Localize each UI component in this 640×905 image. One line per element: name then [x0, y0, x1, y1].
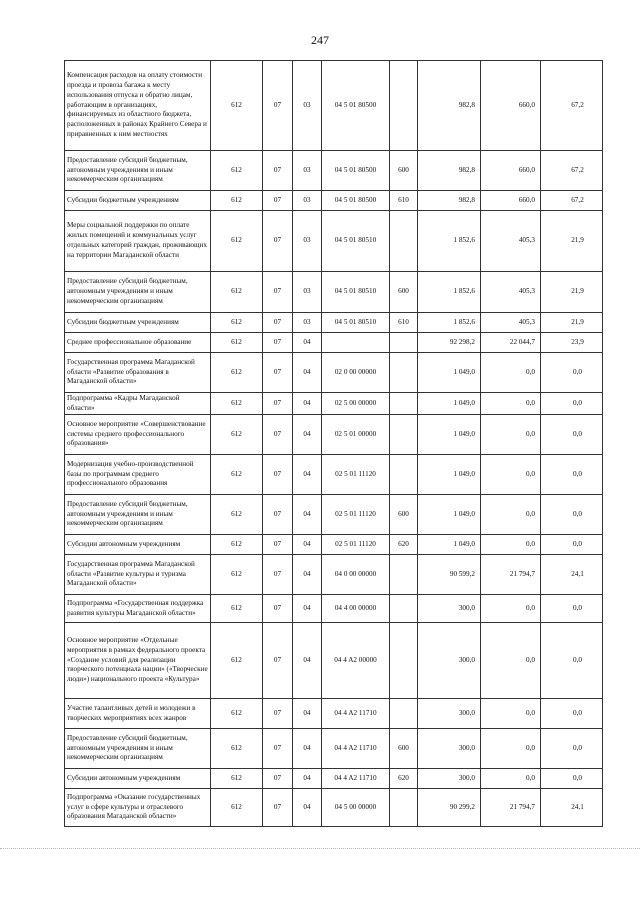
row-section-cell: 07	[263, 595, 293, 623]
row-subsection-cell: 03	[293, 61, 322, 151]
row-expense-type-cell	[390, 353, 418, 393]
table-row	[65, 729, 603, 769]
row-percent-cell: 0,0	[541, 455, 603, 495]
row-section-cell: 07	[263, 535, 293, 555]
row-ved-cell: 612	[211, 353, 263, 393]
row-plan-cell: 300,0	[418, 729, 481, 769]
row-actual-cell: 660,0	[481, 61, 541, 151]
row-expense-type-cell	[390, 595, 418, 623]
row-target-article-cell	[322, 333, 390, 353]
row-actual-cell: 0,0	[481, 393, 541, 415]
row-plan-cell: 300,0	[418, 699, 481, 729]
row-plan-cell: 1 852,6	[418, 211, 481, 272]
row-section-cell: 07	[263, 455, 293, 495]
row-target-article-cell: 04 5 01 80510	[322, 211, 390, 272]
row-name-cell: Компенсация расходов на оплату стоимости проезда и провоза багажа к месту использования отпуска и обратно лицам, работающим в организациях, финансируемых из областного бюджета, расположенных в районах Крайнего Севера и приравненных к ним местностях	[65, 61, 211, 151]
row-actual-cell: 0,0	[481, 495, 541, 535]
row-name-cell: Основное мероприятие «Отдельные мероприятия в рамках федерального проекта «Создание условий для реализации творческого потенциала нации» («Творческие люди») национального проекта «Культура»	[65, 623, 211, 699]
row-target-article-cell: 02 5 01 11120	[322, 535, 390, 555]
row-ved-cell: 612	[211, 789, 263, 827]
row-plan-cell: 982,8	[418, 61, 481, 151]
row-section-cell: 07	[263, 191, 293, 211]
row-percent-cell: 24,1	[541, 789, 603, 827]
row-subsection-cell: 04	[293, 415, 322, 455]
row-section-cell: 07	[263, 61, 293, 151]
row-name-cell: Меры социальной поддержки по оплате жилых помещений и коммунальных услуг отдельных категорий граждан, проживающих на территории Магаданской области	[65, 211, 211, 272]
row-plan-cell: 300,0	[418, 595, 481, 623]
row-subsection-cell: 04	[293, 789, 322, 827]
table-row	[65, 333, 603, 353]
row-ved-cell: 612	[211, 415, 263, 455]
table-row	[65, 151, 603, 191]
row-target-article-cell: 02 5 01 11120	[322, 455, 390, 495]
row-ved-cell: 612	[211, 555, 263, 595]
row-ved-cell: 612	[211, 333, 263, 353]
table-row	[65, 555, 603, 595]
row-target-article-cell: 04 4 A2 00000	[322, 623, 390, 699]
row-expense-type-cell: 600	[390, 272, 418, 313]
row-target-article-cell: 04 4 A2 11710	[322, 699, 390, 729]
row-expense-type-cell	[390, 555, 418, 595]
row-name-cell: Предоставление субсидий бюджетным, автономным учреждениям и иным некоммерческим организациям	[65, 495, 211, 535]
row-expense-type-cell: 620	[390, 535, 418, 555]
row-section-cell: 07	[263, 393, 293, 415]
table-row	[65, 211, 603, 272]
row-expense-type-cell	[390, 415, 418, 455]
row-target-article-cell: 02 5 00 00000	[322, 393, 390, 415]
row-subsection-cell: 04	[293, 699, 322, 729]
row-name-cell: Субсидии бюджетным учреждениям	[65, 313, 211, 333]
row-percent-cell: 0,0	[541, 535, 603, 555]
row-expense-type-cell	[390, 699, 418, 729]
row-plan-cell: 1 049,0	[418, 535, 481, 555]
row-percent-cell: 0,0	[541, 729, 603, 769]
row-actual-cell: 660,0	[481, 191, 541, 211]
row-name-cell: Основное мероприятие «Совершенствование системы среднего профессионального образования»	[65, 415, 211, 455]
row-plan-cell: 300,0	[418, 623, 481, 699]
row-subsection-cell: 04	[293, 495, 322, 535]
row-ved-cell: 612	[211, 313, 263, 333]
row-plan-cell: 1 049,0	[418, 415, 481, 455]
row-target-article-cell: 04 0 00 00000	[322, 555, 390, 595]
row-actual-cell: 0,0	[481, 769, 541, 789]
row-expense-type-cell: 610	[390, 191, 418, 211]
row-ved-cell: 612	[211, 729, 263, 769]
row-percent-cell: 0,0	[541, 393, 603, 415]
row-actual-cell: 0,0	[481, 455, 541, 495]
row-section-cell: 07	[263, 333, 293, 353]
row-target-article-cell: 04 5 01 80500	[322, 61, 390, 151]
row-percent-cell: 24,1	[541, 555, 603, 595]
row-plan-cell: 982,8	[418, 191, 481, 211]
row-subsection-cell: 03	[293, 211, 322, 272]
row-percent-cell: 0,0	[541, 595, 603, 623]
row-subsection-cell: 04	[293, 769, 322, 789]
row-ved-cell: 612	[211, 211, 263, 272]
row-name-cell: Субсидии бюджетным учреждениям	[65, 191, 211, 211]
row-percent-cell: 0,0	[541, 495, 603, 535]
row-percent-cell: 67,2	[541, 191, 603, 211]
row-actual-cell: 21 794,7	[481, 789, 541, 827]
row-actual-cell: 0,0	[481, 699, 541, 729]
row-name-cell: Подпрограмма «Государственная поддержка развития культуры Магаданской области»	[65, 595, 211, 623]
row-percent-cell: 67,2	[541, 151, 603, 191]
table-row	[65, 595, 603, 623]
row-ved-cell: 612	[211, 535, 263, 555]
row-expense-type-cell	[390, 211, 418, 272]
row-ved-cell: 612	[211, 151, 263, 191]
row-subsection-cell: 04	[293, 393, 322, 415]
row-actual-cell: 0,0	[481, 623, 541, 699]
table-row	[65, 699, 603, 729]
row-section-cell: 07	[263, 769, 293, 789]
row-percent-cell: 0,0	[541, 769, 603, 789]
row-actual-cell: 21 794,7	[481, 555, 541, 595]
row-subsection-cell: 04	[293, 535, 322, 555]
row-actual-cell: 0,0	[481, 415, 541, 455]
row-target-article-cell: 04 4 A2 11710	[322, 729, 390, 769]
row-subsection-cell: 03	[293, 272, 322, 313]
row-target-article-cell: 04 5 00 00000	[322, 789, 390, 827]
table-row	[65, 313, 603, 333]
row-expense-type-cell	[390, 623, 418, 699]
row-plan-cell: 92 298,2	[418, 333, 481, 353]
row-target-article-cell: 04 5 01 80510	[322, 313, 390, 333]
row-percent-cell: 0,0	[541, 623, 603, 699]
row-plan-cell: 1 049,0	[418, 353, 481, 393]
row-expense-type-cell: 600	[390, 151, 418, 191]
row-plan-cell: 90 599,2	[418, 555, 481, 595]
row-section-cell: 07	[263, 151, 293, 191]
row-target-article-cell: 04 4 A2 11710	[322, 769, 390, 789]
table-row	[65, 415, 603, 455]
table-row	[65, 789, 603, 827]
row-actual-cell: 0,0	[481, 595, 541, 623]
row-percent-cell: 67,2	[541, 61, 603, 151]
row-name-cell: Субсидии автономным учреждениям	[65, 535, 211, 555]
row-percent-cell: 21,9	[541, 211, 603, 272]
row-plan-cell: 1 049,0	[418, 455, 481, 495]
row-plan-cell: 1 852,6	[418, 313, 481, 333]
row-ved-cell: 612	[211, 623, 263, 699]
row-target-article-cell: 04 5 01 80500	[322, 191, 390, 211]
row-expense-type-cell: 620	[390, 769, 418, 789]
row-section-cell: 07	[263, 495, 293, 535]
row-name-cell: Подпрограмма «Кадры Магаданской области»	[65, 393, 211, 415]
row-percent-cell: 23,9	[541, 333, 603, 353]
table-row	[65, 455, 603, 495]
row-expense-type-cell	[390, 789, 418, 827]
table-row	[65, 769, 603, 789]
row-actual-cell: 405,3	[481, 211, 541, 272]
row-target-article-cell: 02 0 00 00000	[322, 353, 390, 393]
row-plan-cell: 1 852,6	[418, 272, 481, 313]
table-row	[65, 495, 603, 535]
row-section-cell: 07	[263, 313, 293, 333]
row-name-cell: Государственная программа Магаданской области «Развитие культуры и туризма Магаданской области»	[65, 555, 211, 595]
table-row	[65, 623, 603, 699]
row-target-article-cell: 04 5 01 80510	[322, 272, 390, 313]
row-target-article-cell: 04 5 01 80500	[322, 151, 390, 191]
row-plan-cell: 982,8	[418, 151, 481, 191]
row-actual-cell: 0,0	[481, 353, 541, 393]
row-actual-cell: 0,0	[481, 535, 541, 555]
scan-artifact-line	[0, 848, 640, 857]
row-expense-type-cell	[390, 61, 418, 151]
row-plan-cell: 300,0	[418, 769, 481, 789]
row-subsection-cell: 04	[293, 555, 322, 595]
row-percent-cell: 21,9	[541, 272, 603, 313]
row-name-cell: Подпрограмма «Оказание государственных услуг в сфере культуры и отраслевого образования Магаданской области»	[65, 789, 211, 827]
row-plan-cell: 1 049,0	[418, 393, 481, 415]
row-name-cell: Предоставление субсидий бюджетным, автономным учреждениям и иным некоммерческим организациям	[65, 729, 211, 769]
row-ved-cell: 612	[211, 272, 263, 313]
row-subsection-cell: 04	[293, 333, 322, 353]
row-ved-cell: 612	[211, 61, 263, 151]
row-name-cell: Предоставление субсидий бюджетным, автономным учреждениям и иным некоммерческим организациям	[65, 151, 211, 191]
row-actual-cell: 660,0	[481, 151, 541, 191]
row-ved-cell: 612	[211, 455, 263, 495]
row-expense-type-cell: 600	[390, 495, 418, 535]
row-subsection-cell: 04	[293, 595, 322, 623]
row-target-article-cell: 04 4 00 00000	[322, 595, 390, 623]
row-subsection-cell: 03	[293, 191, 322, 211]
row-subsection-cell: 03	[293, 151, 322, 191]
row-name-cell: Государственная программа Магаданской области «Развитие образования в Магаданской области»	[65, 353, 211, 393]
table-row	[65, 353, 603, 393]
row-section-cell: 07	[263, 623, 293, 699]
table-row	[65, 191, 603, 211]
row-section-cell: 07	[263, 789, 293, 827]
row-name-cell: Среднее профессиональное образование	[65, 333, 211, 353]
row-section-cell: 07	[263, 272, 293, 313]
row-subsection-cell: 03	[293, 313, 322, 333]
row-actual-cell: 0,0	[481, 729, 541, 769]
row-plan-cell: 90 299,2	[418, 789, 481, 827]
row-target-article-cell: 02 5 01 11120	[322, 495, 390, 535]
table-row	[65, 535, 603, 555]
row-target-article-cell: 02 5 01 00000	[322, 415, 390, 455]
row-percent-cell: 0,0	[541, 353, 603, 393]
row-subsection-cell: 04	[293, 353, 322, 393]
row-plan-cell: 1 049,0	[418, 495, 481, 535]
row-percent-cell: 0,0	[541, 415, 603, 455]
row-expense-type-cell: 600	[390, 729, 418, 769]
row-section-cell: 07	[263, 555, 293, 595]
row-subsection-cell: 04	[293, 623, 322, 699]
row-section-cell: 07	[263, 699, 293, 729]
row-actual-cell: 22 044,7	[481, 333, 541, 353]
row-section-cell: 07	[263, 415, 293, 455]
page-number: 247	[311, 33, 329, 47]
row-actual-cell: 405,3	[481, 313, 541, 333]
row-percent-cell: 21,9	[541, 313, 603, 333]
row-subsection-cell: 04	[293, 455, 322, 495]
budget-table-body	[65, 61, 603, 827]
row-section-cell: 07	[263, 729, 293, 769]
row-ved-cell: 612	[211, 191, 263, 211]
budget-table	[64, 60, 603, 827]
row-ved-cell: 612	[211, 699, 263, 729]
row-expense-type-cell	[390, 455, 418, 495]
row-actual-cell: 405,3	[481, 272, 541, 313]
table-row	[65, 393, 603, 415]
row-expense-type-cell: 610	[390, 313, 418, 333]
row-ved-cell: 612	[211, 595, 263, 623]
row-ved-cell: 612	[211, 495, 263, 535]
row-expense-type-cell	[390, 393, 418, 415]
row-name-cell: Предоставление субсидий бюджетным, автономным учреждениям и иным некоммерческим организациям	[65, 272, 211, 313]
row-subsection-cell: 04	[293, 729, 322, 769]
row-name-cell: Участие талантливых детей и молодежи в творческих мероприятиях всех жанров	[65, 699, 211, 729]
row-expense-type-cell	[390, 333, 418, 353]
table-row	[65, 61, 603, 151]
row-section-cell: 07	[263, 211, 293, 272]
row-ved-cell: 612	[211, 769, 263, 789]
row-ved-cell: 612	[211, 393, 263, 415]
table-row	[65, 272, 603, 313]
row-name-cell: Субсидии автономным учреждениям	[65, 769, 211, 789]
row-section-cell: 07	[263, 353, 293, 393]
row-name-cell: Модернизация учебно-производственной базы по программам среднего профессионального образования	[65, 455, 211, 495]
row-percent-cell: 0,0	[541, 699, 603, 729]
